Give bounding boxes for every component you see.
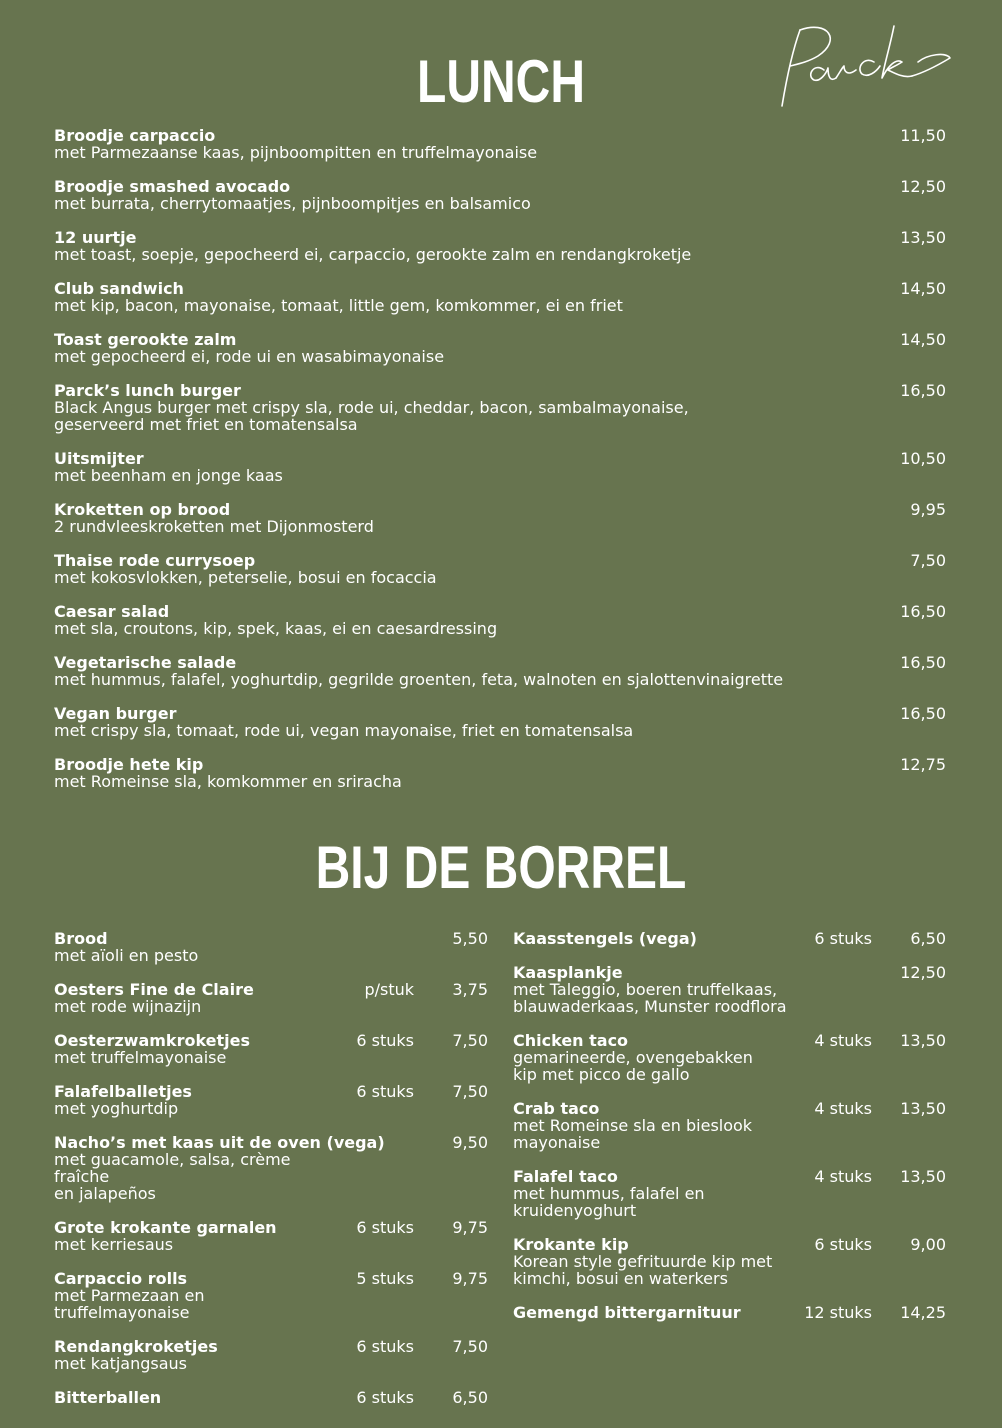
item-price: 11,50 (900, 126, 946, 145)
item-quantity: 6 stuks (356, 1082, 414, 1101)
lunch-item (54, 603, 946, 637)
item-quantity: 6 stuks (356, 1218, 414, 1237)
item-name: 12 uurtje (54, 228, 137, 247)
item-price: 14,50 (900, 330, 946, 349)
item-name: Kaasplankje (513, 963, 623, 982)
item-quantity: 4 stuks (814, 1099, 872, 1118)
item-description: met guacamole, salsa, crème fraîche en jalapeños (54, 1150, 291, 1203)
item-description: met kokosvlokken, peterselie, bosui en focaccia (54, 568, 437, 587)
borrel-item (54, 1134, 488, 1202)
item-name: Toast gerookte zalm (54, 330, 237, 349)
item-description: met hummus, falafel en kruidenyoghurt (513, 1184, 705, 1220)
item-quantity: 5 stuks (356, 1269, 414, 1288)
item-name: Vegan burger (54, 704, 177, 723)
borrel-right-column (513, 930, 946, 1338)
item-name: Chicken taco (513, 1031, 629, 1050)
item-price: 14,50 (900, 279, 946, 298)
item-description: met sla, croutons, kip, spek, kaas, ei en caesardressing (54, 619, 498, 638)
item-description: met beenham en jonge kaas (54, 466, 283, 485)
item-name: Crab taco (513, 1099, 600, 1118)
item-name: Oesterzwamkroketjes (54, 1031, 251, 1050)
borrel-item (513, 1168, 946, 1219)
lunch-item (54, 280, 946, 314)
item-price: 12,50 (900, 963, 946, 982)
borrel-item (54, 930, 488, 964)
borrel-item (54, 1270, 488, 1321)
item-price: 7,50 (452, 1082, 488, 1101)
borrel-left-column (54, 930, 488, 1423)
item-price: 13,50 (900, 1031, 946, 1050)
item-price: 9,75 (452, 1269, 488, 1288)
item-price: 9,50 (452, 1133, 488, 1152)
borrel-item (513, 930, 946, 947)
item-name: Falafelballetjes (54, 1082, 192, 1101)
borrel-item (54, 1083, 488, 1117)
item-description: Korean style gefrituurde kip met kimchi, bosui en waterkers (513, 1252, 773, 1288)
item-description: met kerriesaus (54, 1235, 174, 1254)
lunch-item (54, 382, 946, 433)
item-quantity: 4 stuks (814, 1167, 872, 1186)
item-name: Broodje hete kip (54, 755, 204, 774)
item-name: Bitterballen (54, 1388, 162, 1407)
item-description: met hummus, falafel, yoghurtdip, gegrilde groenten, feta, walnoten en sjalottenvinaigrette (54, 670, 784, 689)
item-name: Thaise rode currysoep (54, 551, 256, 570)
item-price: 16,50 (900, 381, 946, 400)
item-description: Black Angus burger met crispy sla, rode ui, cheddar, bacon, sambalmayonaise, geserveerd met friet en tomatensalsa (54, 398, 689, 434)
item-quantity: 6 stuks (814, 929, 872, 948)
item-price: 6,50 (910, 929, 946, 948)
item-name: Brood (54, 929, 108, 948)
item-quantity: p/stuk (364, 980, 414, 999)
item-name: Carpaccio rolls (54, 1269, 188, 1288)
item-price: 13,50 (900, 1099, 946, 1118)
item-name: Uitsmijter (54, 449, 144, 468)
item-price: 9,75 (452, 1218, 488, 1237)
borrel-item (54, 981, 488, 1015)
item-description: met gepocheerd ei, rode ui en wasabimayonaise (54, 347, 445, 366)
item-name: Nacho’s met kaas uit de oven (vega) (54, 1133, 385, 1152)
borrel-item (54, 1219, 488, 1253)
item-price: 14,25 (900, 1303, 946, 1322)
borrel-item (54, 1032, 488, 1066)
item-description: met Romeinse sla, komkommer en sriracha (54, 772, 402, 791)
item-price: 6,50 (452, 1388, 488, 1407)
item-description: met katjangsaus (54, 1354, 188, 1373)
borrel-item (513, 1032, 946, 1083)
borrel-item (54, 1338, 488, 1372)
borrel-title: BIJ DE BORREL (315, 834, 687, 901)
lunch-item (54, 654, 946, 688)
lunch-item (54, 501, 946, 535)
item-name: Broodje carpaccio (54, 126, 216, 145)
borrel-item (513, 1100, 946, 1151)
item-price: 13,50 (900, 1167, 946, 1186)
borrel-item (513, 1304, 946, 1321)
item-description: met burrata, cherrytomaatjes, pijnboompitjes en balsamico (54, 194, 531, 213)
item-description: met Parmezaan en truffelmayonaise (54, 1286, 205, 1322)
item-name: Club sandwich (54, 279, 184, 298)
item-quantity: 6 stuks (356, 1337, 414, 1356)
item-description: met crispy sla, tomaat, rode ui, vegan mayonaise, friet en tomatensalsa (54, 721, 634, 740)
item-price: 16,50 (900, 704, 946, 723)
item-price: 3,75 (452, 980, 488, 999)
borrel-item (54, 1389, 488, 1406)
borrel-item (513, 964, 946, 1015)
lunch-menu (54, 127, 946, 807)
item-name: Vegetarische salade (54, 653, 237, 672)
borrel-item (513, 1236, 946, 1287)
item-price: 5,50 (452, 929, 488, 948)
lunch-item (54, 552, 946, 586)
lunch-item (54, 705, 946, 739)
item-quantity: 6 stuks (356, 1031, 414, 1050)
item-description: met aïoli en pesto (54, 946, 199, 965)
item-name: Parck’s lunch burger (54, 381, 241, 400)
item-price: 10,50 (900, 449, 946, 468)
lunch-item (54, 331, 946, 365)
item-description: met Parmezaanse kaas, pijnboompitten en truffelmayonaise (54, 143, 538, 162)
item-quantity: 4 stuks (814, 1031, 872, 1050)
item-name: Kaasstengels (vega) (513, 929, 697, 948)
item-name: Grote krokante garnalen (54, 1218, 277, 1237)
item-price: 7,50 (452, 1031, 488, 1050)
item-price: 13,50 (900, 228, 946, 247)
item-description: 2 rundvleeskroketten met Dijonmosterd (54, 517, 374, 536)
item-price: 16,50 (900, 653, 946, 672)
item-price: 9,95 (910, 500, 946, 519)
lunch-title: LUNCH (417, 48, 585, 115)
item-quantity: 12 stuks (804, 1303, 872, 1322)
item-price: 16,50 (900, 602, 946, 621)
item-price: 12,75 (900, 755, 946, 774)
item-price: 7,50 (452, 1337, 488, 1356)
item-name: Kroketten op brood (54, 500, 231, 519)
lunch-item (54, 229, 946, 263)
item-name: Gemengd bittergarnituur (513, 1303, 741, 1322)
item-description: met kip, bacon, mayonaise, tomaat, little gem, komkommer, ei en friet (54, 296, 623, 315)
item-price: 7,50 (910, 551, 946, 570)
item-name: Oesters Fine de Claire (54, 980, 254, 999)
item-description: met yoghurtdip (54, 1099, 179, 1118)
item-price: 12,50 (900, 177, 946, 196)
item-description: met truffelmayonaise (54, 1048, 227, 1067)
item-description: met rode wijnazijn (54, 997, 202, 1016)
item-description: met toast, soepje, gepocheerd ei, carpaccio, gerookte zalm en rendangkroketje (54, 245, 692, 264)
lunch-item (54, 178, 946, 212)
lunch-item (54, 756, 946, 790)
lunch-item (54, 450, 946, 484)
item-description: met Romeinse sla en bieslook mayonaise (513, 1116, 753, 1152)
item-name: Caesar salad (54, 602, 170, 621)
item-name: Falafel taco (513, 1167, 618, 1186)
item-price: 9,00 (910, 1235, 946, 1254)
item-description: gemarineerde, ovengebakken kip met picco de gallo (513, 1048, 753, 1084)
item-name: Broodje smashed avocado (54, 177, 291, 196)
item-quantity: 6 stuks (814, 1235, 872, 1254)
item-description: met Taleggio, boeren truffelkaas, blauwaderkaas, Munster roodflora (513, 980, 787, 1016)
item-name: Rendangkroketjes (54, 1337, 218, 1356)
item-name: Krokante kip (513, 1235, 629, 1254)
lunch-item (54, 127, 946, 161)
item-quantity: 6 stuks (356, 1388, 414, 1407)
